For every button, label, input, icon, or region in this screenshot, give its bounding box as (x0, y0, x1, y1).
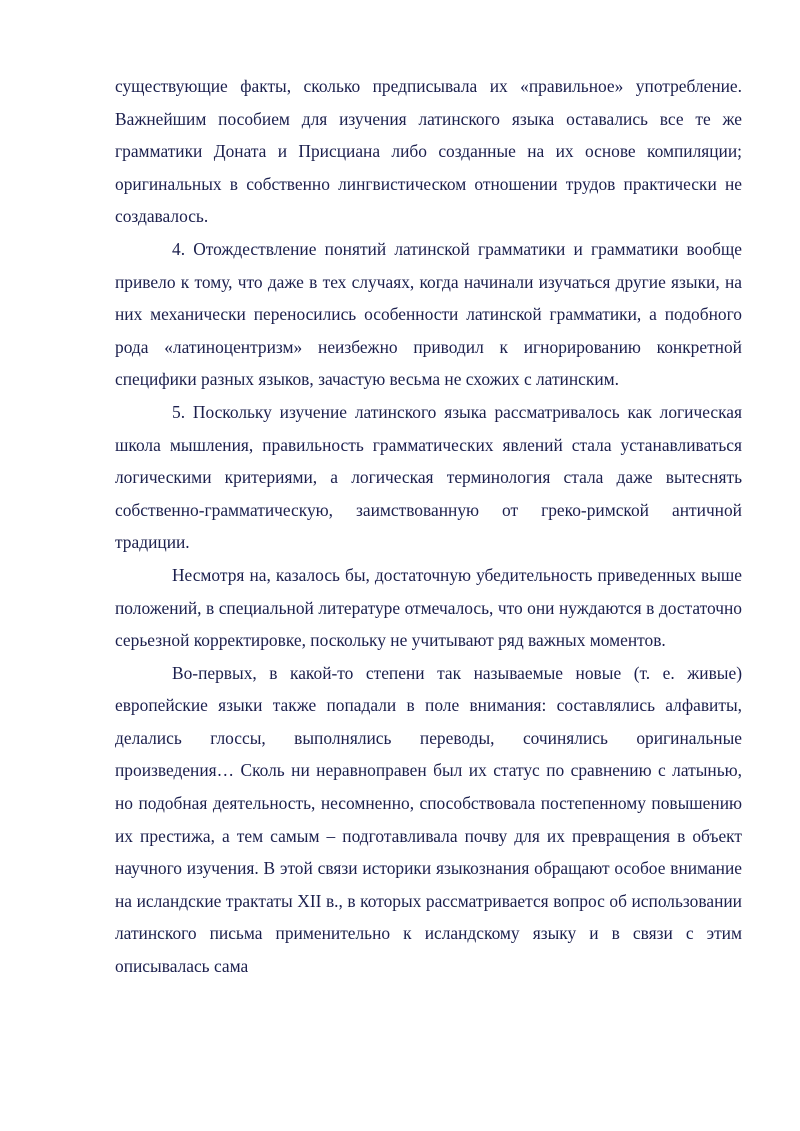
paragraph-correction: Несмотря на, казалось бы, достаточную убедительность приведенных выше положений, в специальной литературе отмечалось, что они нуждаются в достаточно серьезной корректировке, поскольку не учитывают ряд важных моментов. (115, 564, 742, 651)
paragraph-firstly: Во-первых, в какой-то степени так называемые новые (т. е. живые) европейские языки также попадали в поле внимания: составлялись алфавиты, делались глоссы, выполнялись переводы, сочинялись оригинальные произведения… Сколь ни неравноправен был их статус по сравнению с латынью, но подобная деятельность, несомненно, способствовала постепенному повышению их престижа, а тем самым – подготавливала почву для их превращения в объект научного изучения. В этой связи историки языкознания обращают особое внимание на исландские трактаты XII в., в которых рассматривается вопрос об использовании латинского письма применительно к исландскому языку и в связи с этим описывалась сама (115, 662, 742, 977)
paragraph-continuation: существующие факты, сколько предписывала их «правильное» употребление. Важнейшим пособием для изучения латинского языка оставались все те же грамматики Доната и Присциана либо созданные на их основе компиляции; оригинальных в собственно лингвистическом отношении трудов практически не создавалось. (115, 76, 742, 227)
paragraph-point-4: 4. Отождествление понятий латинской грамматики и грамматики вообще привело к тому, что даже в тех случаях, когда начинали изучаться другие языки, на них механически переносились особенности латинской грамматики, а подобного рода «латиноцентризм» неизбежно приводил к игнорированию конкретной специфики разных языков, зачастую весьма не схожих с латинским. (115, 238, 742, 390)
paragraph-point-5: 5. Поскольку изучение латинского языка рассматривалось как логическая школа мышления, правильность грамматических явлений стала устанавливаться логическими критериями, а логическая терминология стала даже вытеснять собственно-грамматическую, заимствованную от греко-римской античной традиции. (115, 401, 742, 553)
document-page (115, 70, 742, 983)
